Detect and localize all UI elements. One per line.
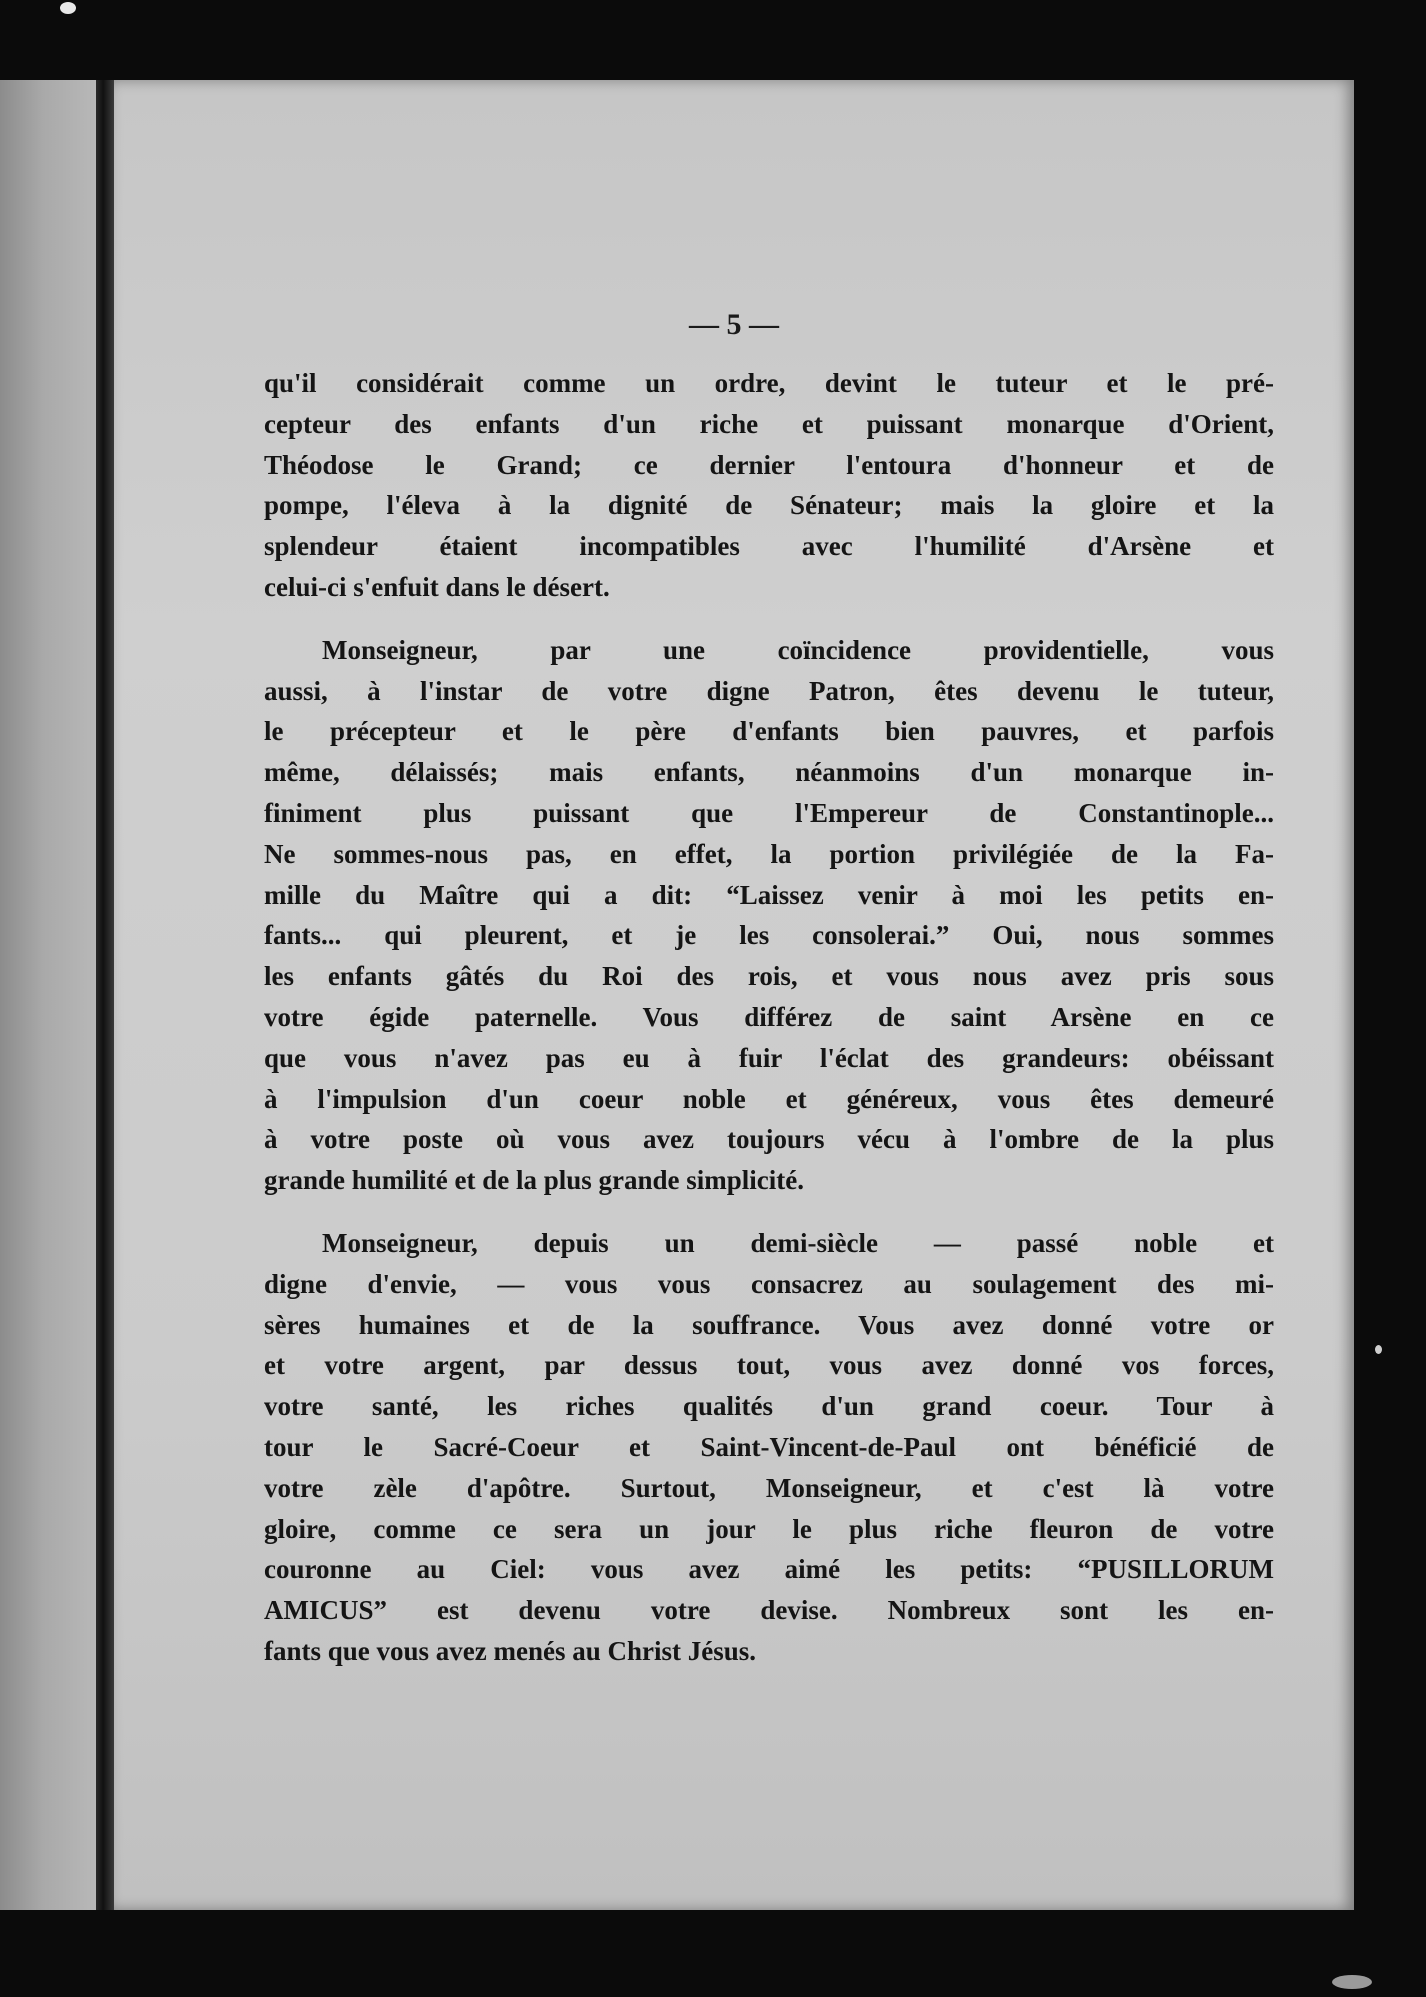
- paragraph-1: [264, 363, 1274, 608]
- text-line: mille du Maître qui a dit: “Laissez venir à moi les petits en-: [264, 879, 1274, 910]
- text-line: digne d'envie, — vous vous consacrez au soulagement des mi-: [264, 1268, 1274, 1299]
- text-line: splendeur étaient incompatibles avec l'humilité d'Arsène et: [264, 531, 1274, 562]
- text-line: votre santé, les riches qualités d'un grand coeur. Tour à: [264, 1391, 1274, 1422]
- page-number: — 5 —: [689, 308, 779, 341]
- text-line: sères humaines et de la souffrance. Vous avez donné votre or: [264, 1309, 1274, 1340]
- body-text: [264, 363, 1274, 1672]
- text-line: et votre argent, par dessus tout, vous avez donné vos forces,: [264, 1350, 1274, 1381]
- text-line: les enfants gâtés du Roi des rois, et vous nous avez pris sous: [264, 961, 1274, 992]
- text-line: couronne au Ciel: vous avez aimé les petits: “PUSILLORUM: [264, 1554, 1274, 1585]
- paragraph-2: [264, 630, 1274, 1201]
- text-line: tour le Sacré-Coeur et Saint-Vincent-de-Paul ont bénéficié de: [264, 1431, 1274, 1462]
- text-line: Théodose le Grand; ce dernier l'entoura d'honneur et de: [264, 449, 1274, 480]
- text-line: même, délaissés; mais enfants, néanmoins d'un monarque in-: [264, 757, 1274, 788]
- text-line: Monseigneur, par une coïncidence providentielle, vous: [322, 634, 1274, 665]
- text-line: grande humilité et de la plus grande simplicité.: [264, 1165, 804, 1196]
- text-line: AMICUS” est devenu votre devise. Nombreux sont les en-: [264, 1595, 1274, 1626]
- text-line: à l'impulsion d'un coeur noble et généreux, vous êtes demeuré: [264, 1083, 1274, 1114]
- text-line: Ne sommes-nous pas, en effet, la portion privilégiée de la Fa-: [264, 838, 1274, 869]
- scan-speck: [1375, 1345, 1382, 1354]
- text-line: fants... qui pleurent, et je les consolerai.” Oui, nous sommes: [264, 920, 1274, 951]
- text-line: cepteur des enfants d'un riche et puissant monarque d'Orient,: [264, 408, 1274, 439]
- scan-speck: [60, 2, 76, 14]
- text-line: celui-ci s'enfuit dans le désert.: [264, 571, 610, 602]
- paragraph-spacer: [264, 1201, 1274, 1223]
- text-line: fants que vous avez menés au Christ Jésus.: [264, 1635, 757, 1666]
- scan-speck: [1332, 1975, 1372, 1989]
- text-line: finiment plus puissant que l'Empereur de Constantinople...: [264, 797, 1274, 828]
- text-line: que vous n'avez pas eu à fuir l'éclat des grandeurs: obéissant: [264, 1042, 1274, 1073]
- text-line: votre égide paternelle. Vous différez de saint Arsène en ce: [264, 1001, 1274, 1032]
- paragraph-spacer: [264, 608, 1274, 630]
- facing-page-margin: [0, 80, 96, 1910]
- document-page: [114, 80, 1354, 1910]
- text-line: qu'il considérait comme un ordre, devint le tuteur et le pré-: [264, 368, 1274, 398]
- paragraph-3: [264, 1223, 1274, 1672]
- text-line: gloire, comme ce sera un jour le plus riche fleuron de votre: [264, 1513, 1274, 1544]
- text-line: pompe, l'éleva à la dignité de Sénateur; mais la gloire et la: [264, 490, 1274, 521]
- book-gutter: [96, 80, 114, 1910]
- text-line: aussi, à l'instar de votre digne Patron, êtes devenu le tuteur,: [264, 675, 1274, 706]
- text-line: à votre poste où vous avez toujours vécu à l'ombre de la plus: [264, 1124, 1274, 1155]
- text-line: votre zèle d'apôtre. Surtout, Monseigneur, et c'est là votre: [264, 1472, 1274, 1503]
- text-line: Monseigneur, depuis un demi-siècle — passé noble et: [322, 1227, 1274, 1258]
- text-line: le précepteur et le père d'enfants bien pauvres, et parfois: [264, 716, 1274, 747]
